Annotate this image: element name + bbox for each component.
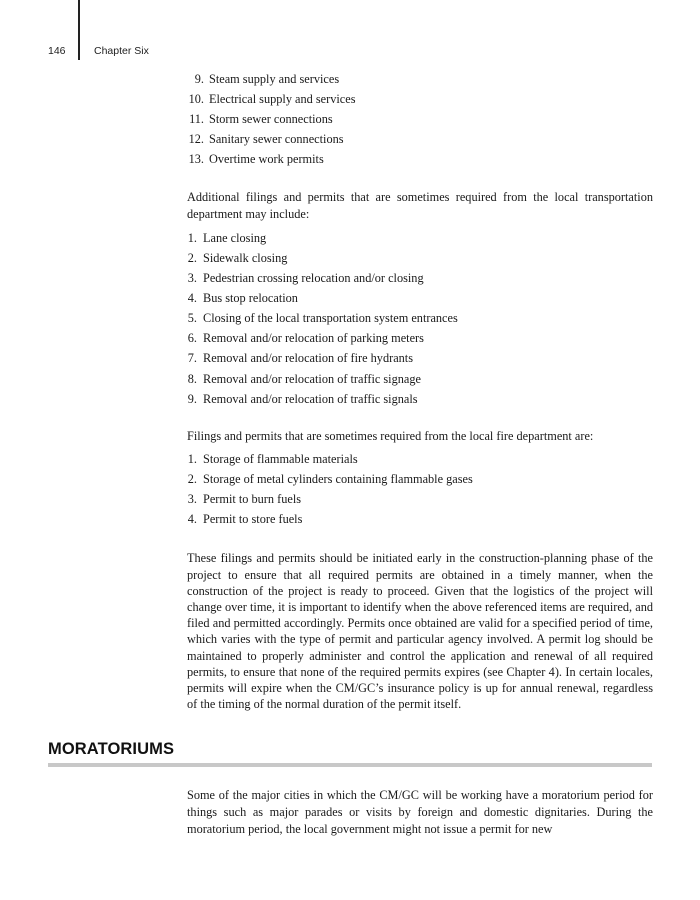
list-item-number: 6.	[187, 331, 197, 346]
main-content	[187, 71, 653, 712]
list-item-number: 13.	[188, 152, 204, 167]
list-item-text: Bus stop relocation	[203, 291, 298, 306]
list-item-text: Removal and/or relocation of parking meters	[203, 331, 424, 346]
list-item	[187, 491, 653, 511]
list-item	[187, 270, 653, 290]
list-item	[187, 371, 653, 391]
list-item-number: 8.	[187, 371, 197, 386]
list-item	[187, 310, 653, 330]
list-item-text: Storage of metal cylinders containing flammable gases	[203, 472, 473, 487]
transportation-intro-paragraph: Additional filings and permits that are sometimes required from the local transportation department may include:	[187, 190, 653, 221]
utility-permits-list	[187, 71, 653, 171]
fire-permits-list	[187, 451, 653, 531]
list-item-text: Sidewalk closing	[203, 250, 288, 265]
list-item-text: Removal and/or relocation of fire hydrants	[203, 351, 414, 366]
moratoriums-section	[187, 787, 653, 839]
fire-intro-paragraph: Filings and permits that are sometimes required from the local fire department are:	[187, 428, 594, 443]
list-item-text: Electrical supply and services	[209, 92, 356, 107]
list-item-number: 1.	[187, 451, 197, 466]
list-item	[187, 71, 653, 91]
list-item-number: 9.	[187, 391, 197, 406]
header-divider-line	[78, 0, 80, 60]
list-item-number: 2.	[187, 250, 197, 265]
list-item-text: Closing of the local transportation system entrances	[203, 311, 458, 326]
list-item-number: 10.	[188, 92, 204, 107]
list-item	[187, 330, 653, 350]
list-item-number: 3.	[187, 271, 197, 286]
chapter-title: Chapter Six	[94, 45, 149, 57]
page-number: 146	[48, 45, 66, 57]
list-item-number: 3.	[187, 492, 197, 507]
list-item-text: Permit to burn fuels	[203, 492, 302, 507]
list-item	[187, 290, 653, 310]
list-item-number: 9.	[194, 72, 204, 86]
list-item	[187, 451, 653, 471]
list-item-number: 12.	[188, 132, 204, 147]
list-item-number: 7.	[187, 351, 197, 366]
list-item-text: Removal and/or relocation of traffic signals	[203, 391, 418, 406]
list-item-number: 1.	[187, 230, 197, 245]
list-item-number: 4.	[187, 512, 197, 527]
filings-paragraph: These filings and permits should be initiated early in the construction-planning phase of the project to ensure that all required permits are obtained in a timely manner, when the construction of the project is ready to proceed. Given that the logistics of the project will change over time, it is important to identify when the above referenced items are required, and filed and permitted accordingly. Permits once obtained are valid for a specified period of time, which varies with the type of permit and particular agency involved. A permit log should be maintained to properly administer and control the application and renewal of all required permits, to ensure that none of the required permits expires (see Chapter 4). In certain locales, permits will expire when the CM/GC’s insurance policy is up for annual renewal, regardless of the timing of the normal duration of the permit itself.	[187, 551, 653, 712]
section-heading-rule	[48, 763, 652, 767]
list-item-text: Removal and/or relocation of traffic signage	[203, 371, 421, 386]
list-item-text: Permit to store fuels	[203, 512, 303, 527]
list-item	[187, 131, 653, 151]
list-item	[187, 391, 653, 411]
list-item-text: Lane closing	[203, 230, 267, 245]
list-item-text: Storm sewer connections	[209, 112, 333, 127]
list-item	[187, 471, 653, 491]
list-item	[187, 151, 653, 171]
section-heading: MORATORIUMS	[48, 740, 175, 758]
list-item-text: Overtime work permits	[209, 152, 324, 167]
list-item	[187, 111, 653, 131]
list-item-text: Storage of flammable materials	[203, 451, 358, 466]
list-item-number: 4.	[187, 291, 197, 306]
list-item	[187, 91, 653, 111]
list-item-number: 2.	[187, 472, 197, 487]
list-item	[187, 511, 653, 531]
list-item-text: Steam supply and services	[209, 72, 340, 86]
list-item-number: 5.	[187, 311, 197, 326]
list-item-number: 11.	[189, 112, 204, 127]
list-item-text: Sanitary sewer connections	[209, 132, 344, 147]
moratoriums-paragraph: Some of the major cities in which the CM/GC will be working have a moratorium period for things such as major parades or visits by foreign and domestic dignitaries. During the moratorium period, the local government might not issue a permit for new	[187, 788, 653, 837]
list-item	[187, 250, 653, 270]
list-item-text: Pedestrian crossing relocation and/or closing	[203, 271, 424, 286]
transportation-permits-list	[187, 230, 653, 411]
list-item	[187, 230, 653, 250]
list-item	[187, 350, 653, 370]
